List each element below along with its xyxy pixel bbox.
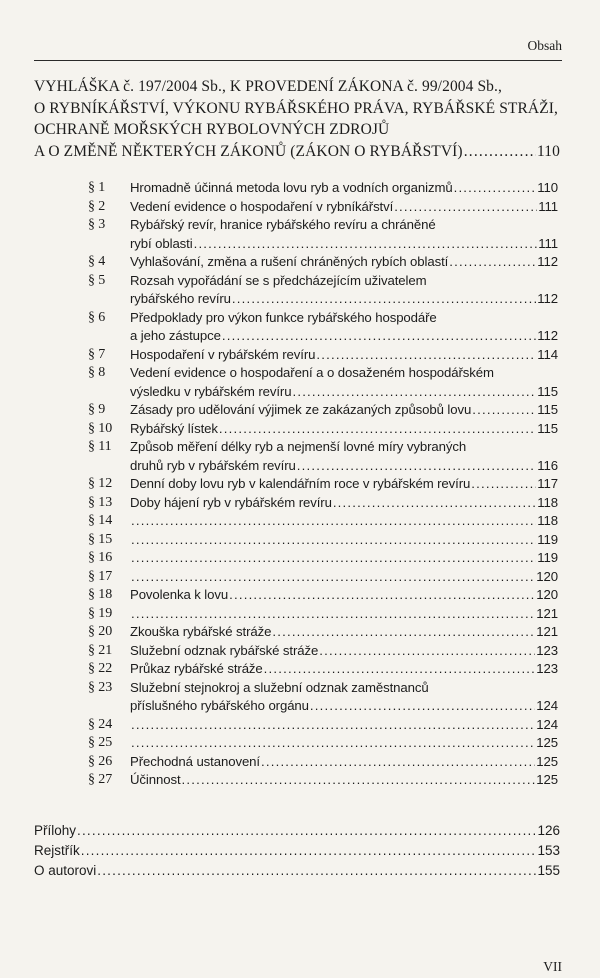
entry-page-number: 115 (537, 420, 558, 436)
entry-last-line (130, 586, 558, 605)
entry-body (130, 586, 558, 605)
section-number: § 7 (88, 346, 106, 362)
back-matter-label: Rejstřík (34, 843, 80, 858)
entry-title: rybí oblasti (130, 235, 193, 251)
entry-title: Denní doby lovu ryb v kalendářním roce v rybářském revíru (130, 476, 471, 491)
page-number: VII (543, 959, 562, 974)
entry-page-number: 118 (537, 494, 558, 510)
entry-page-number: 115 (537, 402, 558, 417)
entry-body (130, 346, 558, 365)
section-number: § 1 (88, 180, 106, 195)
dot-leader (319, 642, 535, 661)
entry-body (130, 198, 558, 217)
entry-body (130, 679, 558, 716)
entry-page-number: 110 (537, 180, 558, 195)
back-matter-label: Přílohy (34, 823, 77, 838)
toc-entry (88, 753, 558, 772)
entry-last-line (130, 457, 558, 476)
section-number: § 25 (88, 735, 113, 750)
entry-last-line (130, 660, 558, 679)
back-matter-label: O autorovi (34, 863, 97, 878)
entry-last-line (130, 253, 558, 272)
entry-title: druhů ryb v rybářském revíru (130, 457, 296, 473)
entry-title: Povolenka k lovu (130, 587, 229, 602)
toc-entry (88, 716, 558, 735)
entry-last-line (130, 383, 558, 402)
toc-entry (88, 346, 558, 365)
toc-entry (88, 216, 558, 253)
entry-page-number: 124 (536, 716, 558, 732)
entry-last-line (130, 605, 558, 624)
entry-last-line (130, 753, 558, 772)
entry-page-number: 115 (537, 383, 558, 399)
entry-page-number: 120 (536, 587, 558, 602)
entry-last-line (130, 179, 558, 198)
entry-title: výsledku v rybářském revíru (130, 383, 292, 399)
title-line: A O ZMĚNĚ NĚKTERÝCH ZÁKONŮ (ZÁKON O RYBÁŘSTVÍ) (34, 142, 463, 160)
section-number: § 19 (88, 605, 113, 621)
entry-body (130, 494, 558, 513)
section-number: § 27 (88, 772, 113, 787)
section-number: § 17 (88, 568, 113, 584)
section-number: § 12 (88, 476, 113, 491)
dot-leader (316, 346, 536, 365)
entry-page-number: 124 (536, 698, 558, 713)
running-header: Obsah (527, 38, 562, 53)
entry-body (130, 549, 558, 568)
dot-leader (292, 383, 536, 402)
entry-body (130, 642, 558, 661)
entry-last-line (130, 235, 558, 254)
toc-entry (88, 642, 558, 661)
dot-leader (272, 623, 535, 642)
entry-last-line (130, 420, 558, 439)
entry-body (130, 475, 558, 494)
section-number: § 4 (88, 254, 106, 269)
toc-entry (88, 272, 558, 309)
section-number: § 9 (88, 402, 106, 417)
entry-title-line: Předpoklady pro výkon funkce rybářského hospodáře (130, 309, 437, 325)
entry-title: a jeho zástupce (130, 328, 221, 343)
section-number: § 20 (88, 624, 113, 639)
entry-last-line (130, 290, 558, 309)
dot-leader (449, 253, 536, 272)
section-number: § 21 (88, 642, 113, 658)
entry-title: Rybářský lístek (130, 420, 218, 436)
entry-body (130, 401, 558, 420)
entry-title: Přechodná ustanovení (130, 753, 260, 769)
entry-title: příslušného rybářského orgánu (130, 698, 309, 713)
back-matter-page-number: 126 (537, 823, 560, 838)
title-line: O RYBNÍKÁŘSTVÍ, VÝKONU RYBÁŘSKÉHO PRÁVA, RYBÁŘSKÉ STRÁŽI, (34, 99, 559, 117)
entry-title-line: Vedení evidence o hospodaření a o dosaženém hospodářském (130, 365, 494, 380)
entry-body (130, 568, 558, 587)
entry-last-line (130, 531, 558, 550)
toc-entry (88, 198, 558, 217)
back-matter-page-number: 153 (537, 843, 560, 858)
entry-title-line: Rozsah vypořádání se s předcházejícím uživatelem (130, 272, 427, 288)
toc-entry (88, 512, 558, 531)
entry-body (130, 716, 558, 735)
entry-page-number: 125 (536, 753, 558, 769)
entry-title: Průkaz rybářské stráže (130, 661, 263, 676)
entry-title: Služební odznak rybářské stráže (130, 642, 319, 658)
entry-body (130, 753, 558, 772)
entry-page-number: 111 (538, 235, 558, 251)
section-number: § 23 (88, 679, 113, 695)
toc-entry (88, 734, 558, 753)
toc-entry (88, 475, 558, 494)
toc-entry (88, 494, 558, 513)
entry-page-number: 119 (537, 531, 558, 547)
dot-leader (310, 697, 535, 716)
section-number: § 11 (88, 439, 112, 454)
entry-body (130, 253, 558, 272)
entry-page-number: 120 (536, 568, 558, 584)
section-number: § 10 (88, 420, 113, 436)
entry-page-number: 116 (537, 457, 558, 473)
title-line: OCHRANĚ MOŘSKÝCH RYBOLOVNÝCH ZDROJŮ (34, 121, 390, 138)
entry-last-line (130, 568, 558, 587)
entry-page-number: 114 (537, 346, 558, 362)
dot-leader (232, 290, 536, 309)
entry-title: Účinnost (130, 772, 181, 787)
dot-leader (131, 568, 535, 587)
back-matter-entry (34, 821, 560, 841)
entry-title: Zkouška rybářské stráže (130, 624, 272, 639)
title-line: VYHLÁŠKA č. 197/2004 Sb., K PROVEDENÍ ZÁKONA č. 99/2004 Sb., (34, 78, 502, 95)
dot-leader (131, 549, 536, 568)
entry-page-number: 118 (537, 513, 558, 528)
entry-page-number: 117 (537, 476, 558, 491)
toc-entry (88, 364, 558, 401)
entry-last-line (130, 623, 558, 642)
entry-body (130, 364, 558, 401)
entry-body (130, 605, 558, 624)
entry-last-line (130, 549, 558, 568)
entry-last-line (130, 512, 558, 531)
entry-title: Doby hájení ryb v rybářském revíru (130, 494, 332, 510)
entry-title: rybářského revíru (130, 291, 231, 306)
toc-entry (88, 401, 558, 420)
section-number: § 15 (88, 531, 113, 547)
toc-entry (88, 531, 558, 550)
dot-leader (472, 401, 536, 420)
section-number: § 2 (88, 198, 106, 214)
entry-title: Hromadně účinná metoda lovu ryb a vodních organizmů (130, 180, 453, 195)
dot-leader (97, 861, 536, 881)
section-number: § 8 (88, 365, 106, 380)
title-last-line (34, 141, 560, 163)
dot-leader (182, 771, 536, 790)
entry-page-number: 121 (536, 624, 558, 639)
section-number: § 3 (88, 217, 106, 232)
back-matter-entry (34, 861, 560, 881)
toc-entry (88, 309, 558, 346)
entry-last-line (130, 716, 558, 735)
toc-entry (88, 679, 558, 716)
dot-leader (454, 179, 537, 198)
entry-page-number: 121 (536, 605, 558, 621)
entry-page-number: 125 (536, 735, 558, 750)
dot-leader (131, 605, 535, 624)
toc-entry (88, 420, 558, 439)
dot-leader (471, 475, 536, 494)
entry-last-line (130, 734, 558, 753)
section-number: § 5 (88, 272, 106, 288)
entry-last-line (130, 346, 558, 365)
dot-leader (464, 141, 536, 163)
entry-title-line: Služební stejnokroj a služební odznak zaměstnanců (130, 679, 429, 695)
title-page-number: 110 (537, 142, 560, 160)
entry-body (130, 179, 558, 198)
entry-page-number: 119 (537, 550, 558, 565)
dot-leader (229, 586, 535, 605)
entry-title: Vyhlašování, změna a rušení chráněných rybích oblastí (130, 254, 449, 269)
header-rule (34, 60, 562, 61)
dot-leader (131, 716, 535, 735)
entry-body (130, 623, 558, 642)
section-number: § 24 (88, 716, 113, 732)
entry-last-line (130, 327, 558, 346)
section-number: § 13 (88, 494, 113, 510)
entry-body (130, 420, 558, 439)
dot-leader (333, 494, 536, 513)
entry-body (130, 660, 558, 679)
entry-page-number: 123 (536, 642, 558, 658)
entry-body (130, 438, 558, 475)
entry-page-number: 123 (536, 661, 558, 676)
section-number: § 16 (88, 550, 113, 565)
dot-leader (194, 235, 538, 254)
entry-body (130, 216, 558, 253)
entry-last-line (130, 697, 558, 716)
toc-entry (88, 179, 558, 198)
entry-page-number: 112 (537, 328, 558, 343)
back-matter-list (34, 821, 560, 881)
section-number: § 14 (88, 513, 113, 528)
toc-entry (88, 549, 558, 568)
section-number: § 18 (88, 587, 113, 602)
entry-body (130, 771, 558, 790)
section-number: § 26 (88, 753, 113, 769)
entry-last-line (130, 642, 558, 661)
dot-leader (131, 734, 535, 753)
dot-leader (131, 531, 536, 550)
entry-last-line (130, 475, 558, 494)
back-matter-entry (34, 841, 560, 861)
section-number: § 22 (88, 661, 113, 676)
dot-leader (219, 420, 536, 439)
entry-body (130, 734, 558, 753)
dot-leader (131, 512, 536, 531)
entry-body (130, 309, 558, 346)
dot-leader (394, 198, 537, 217)
entry-body (130, 272, 558, 309)
toc-entry (88, 623, 558, 642)
back-matter-page-number: 155 (537, 863, 560, 878)
dot-leader (297, 457, 537, 476)
entry-title: Vedení evidence o hospodaření v rybníkářství (130, 198, 394, 214)
toc-entry (88, 771, 558, 790)
entry-page-number: 111 (538, 198, 558, 214)
section-number: § 6 (88, 309, 106, 325)
toc-entry (88, 253, 558, 272)
entry-title: Zásady pro udělování výjimek ze zakázaných způsobů lovu (130, 402, 472, 417)
toc-entry (88, 605, 558, 624)
entry-title: Hospodaření v rybářském revíru (130, 346, 316, 362)
dot-leader (264, 660, 536, 679)
dot-leader (222, 327, 536, 346)
toc-entry (88, 586, 558, 605)
entry-last-line (130, 401, 558, 420)
entry-page-number: 112 (537, 254, 558, 269)
entry-last-line (130, 198, 558, 217)
dot-leader (81, 841, 537, 861)
dot-leader (261, 753, 535, 772)
entry-body (130, 512, 558, 531)
toc-entry (88, 438, 558, 475)
entry-title-line: Rybářský revír, hranice rybářského revíru a chráněné (130, 217, 436, 232)
entry-title-line: Způsob měření délky ryb a nejmenší lovné míry vybraných (130, 439, 467, 454)
section-list (88, 179, 558, 790)
entry-last-line (130, 771, 558, 790)
entry-last-line (130, 494, 558, 513)
entry-page-number: 125 (536, 772, 558, 787)
toc-entry (88, 660, 558, 679)
toc-entry (88, 568, 558, 587)
entry-page-number: 112 (537, 291, 558, 306)
decree-title (34, 76, 560, 162)
entry-body (130, 531, 558, 550)
dot-leader (77, 821, 536, 841)
